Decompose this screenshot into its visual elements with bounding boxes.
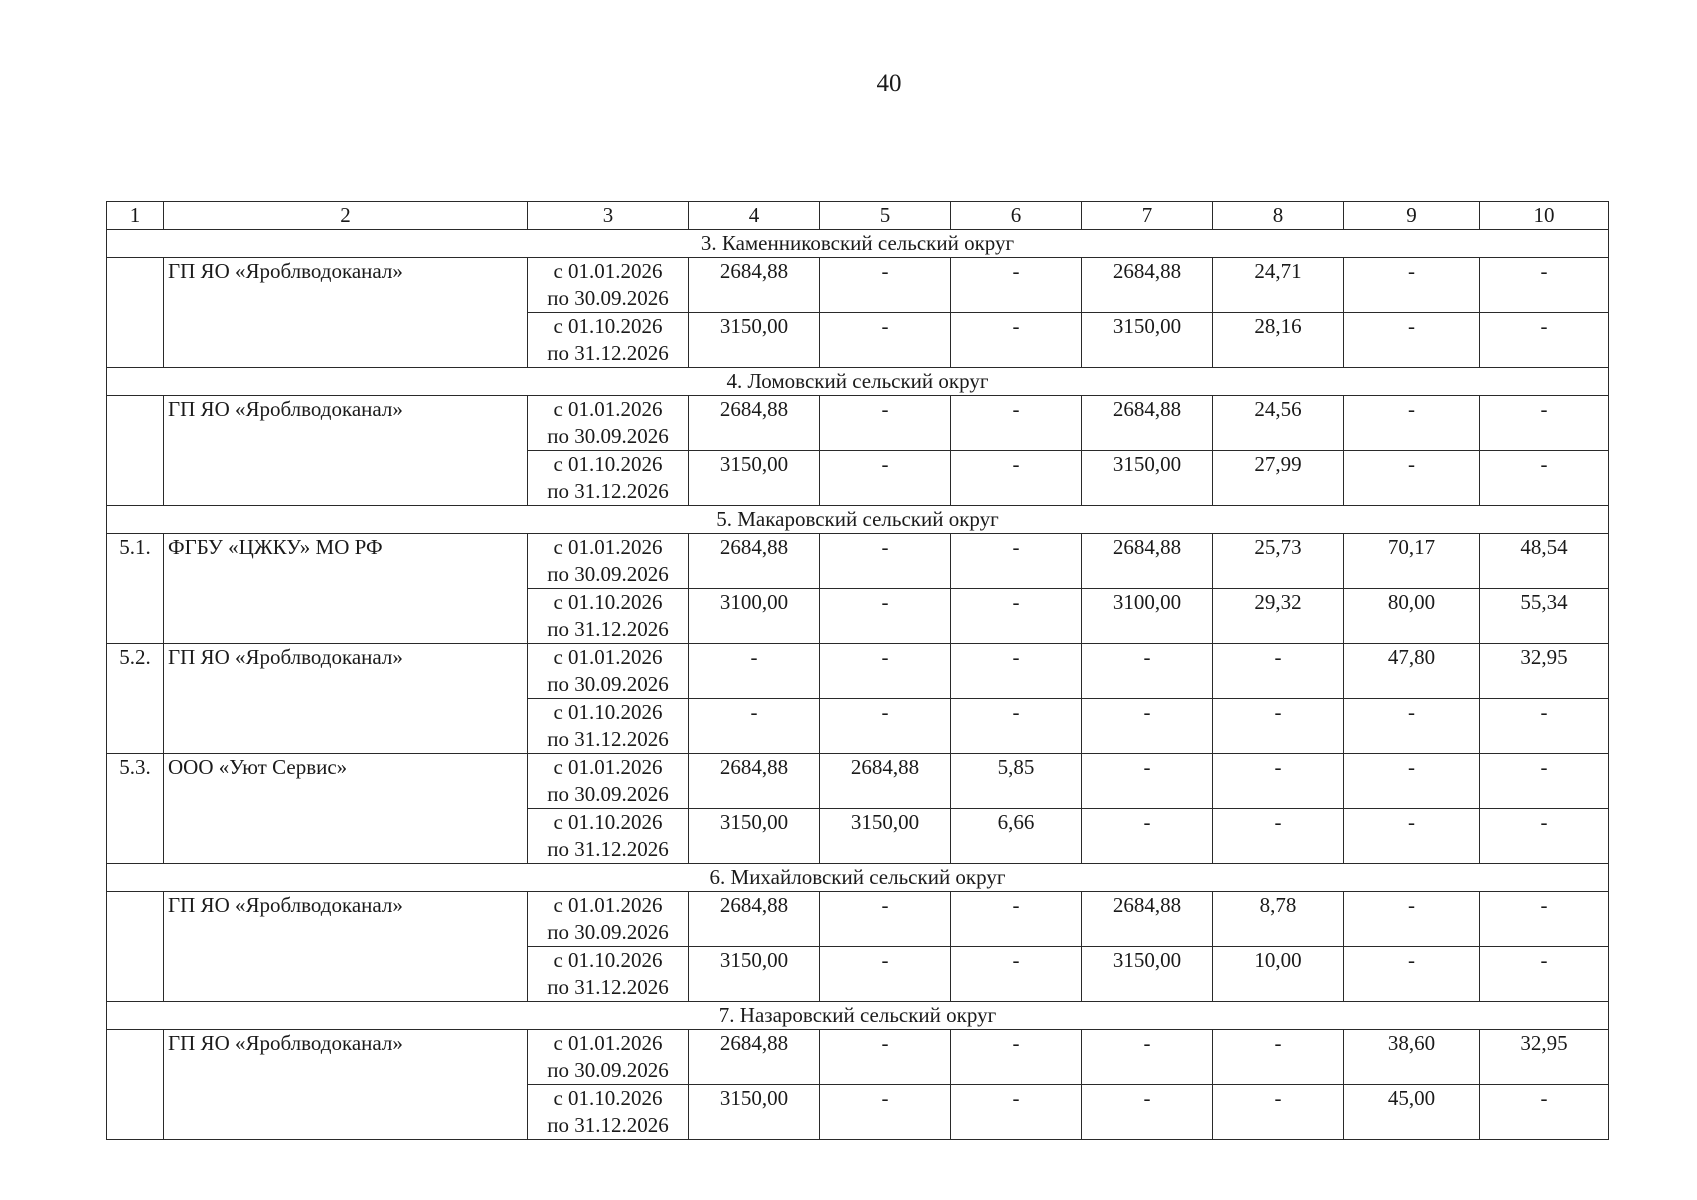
value-col-9: - (1344, 809, 1480, 864)
value-col-9: - (1344, 313, 1480, 368)
section-heading: 5. Макаровский сельский округ (107, 506, 1609, 534)
value-col-4: 2684,88 (689, 534, 820, 589)
value-col-7: 3150,00 (1082, 451, 1213, 506)
section-heading-row (107, 368, 1609, 396)
value-col-4: 3150,00 (689, 313, 820, 368)
value-col-6: - (951, 396, 1082, 451)
value-col-7: 3150,00 (1082, 947, 1213, 1002)
value-col-9: 45,00 (1344, 1085, 1480, 1140)
value-col-4: - (689, 699, 820, 754)
tariff-table-body (107, 202, 1609, 1140)
value-col-7: - (1082, 809, 1213, 864)
value-col-5: - (820, 534, 951, 589)
period-cell (528, 534, 689, 589)
section-heading-row (107, 230, 1609, 258)
period-start: с 01.01.2026 (553, 755, 663, 779)
value-col-6: - (951, 947, 1082, 1002)
value-col-6: - (951, 1030, 1082, 1085)
period-cell (528, 809, 689, 864)
column-number-header: 9 (1344, 202, 1480, 230)
organization-name: ООО «Уют Сервис» (164, 754, 528, 864)
period-start: с 01.10.2026 (553, 452, 663, 476)
column-number-header: 6 (951, 202, 1082, 230)
value-col-9: - (1344, 396, 1480, 451)
column-number-header: 7 (1082, 202, 1213, 230)
column-number-header: 4 (689, 202, 820, 230)
period-end: по 31.12.2026 (547, 837, 669, 861)
value-col-5: - (820, 1085, 951, 1140)
value-col-8: 8,78 (1213, 892, 1344, 947)
table-row (107, 754, 1609, 809)
value-col-10: - (1480, 809, 1609, 864)
value-col-9: 80,00 (1344, 589, 1480, 644)
value-col-4: 2684,88 (689, 892, 820, 947)
period-cell (528, 451, 689, 506)
period-cell (528, 699, 689, 754)
period-end: по 30.09.2026 (547, 424, 669, 448)
value-col-6: - (951, 589, 1082, 644)
period-start: с 01.01.2026 (553, 259, 663, 283)
value-col-10: 55,34 (1480, 589, 1609, 644)
period-start: с 01.01.2026 (553, 397, 663, 421)
value-col-4: 2684,88 (689, 258, 820, 313)
value-col-6: - (951, 699, 1082, 754)
period-start: с 01.10.2026 (553, 1086, 663, 1110)
period-end: по 30.09.2026 (547, 782, 669, 806)
period-end: по 31.12.2026 (547, 341, 669, 365)
period-cell (528, 947, 689, 1002)
value-col-6: 6,66 (951, 809, 1082, 864)
section-heading: 4. Ломовский сельский округ (107, 368, 1609, 396)
value-col-10: 32,95 (1480, 644, 1609, 699)
value-col-6: - (951, 534, 1082, 589)
value-col-8: - (1213, 1030, 1344, 1085)
item-number: 5.3. (107, 754, 164, 864)
value-col-8: 29,32 (1213, 589, 1344, 644)
value-col-5: - (820, 313, 951, 368)
value-col-4: 3150,00 (689, 1085, 820, 1140)
section-heading-row (107, 864, 1609, 892)
item-number: 5.1. (107, 534, 164, 644)
value-col-7: - (1082, 699, 1213, 754)
period-end: по 30.09.2026 (547, 920, 669, 944)
value-col-8: 27,99 (1213, 451, 1344, 506)
period-start: с 01.10.2026 (553, 590, 663, 614)
value-col-7: 2684,88 (1082, 534, 1213, 589)
value-col-10: - (1480, 754, 1609, 809)
value-col-4: 2684,88 (689, 396, 820, 451)
value-col-9: - (1344, 451, 1480, 506)
value-col-7: 2684,88 (1082, 396, 1213, 451)
period-cell (528, 589, 689, 644)
period-cell (528, 644, 689, 699)
value-col-4: 3150,00 (689, 947, 820, 1002)
value-col-9: - (1344, 892, 1480, 947)
value-col-8: - (1213, 754, 1344, 809)
value-col-6: - (951, 313, 1082, 368)
value-col-6: 5,85 (951, 754, 1082, 809)
column-number-row (107, 202, 1609, 230)
value-col-4: 2684,88 (689, 754, 820, 809)
organization-name: ГП ЯО «Яроблводоканал» (164, 396, 528, 506)
period-cell (528, 892, 689, 947)
organization-name: ГП ЯО «Яроблводоканал» (164, 892, 528, 1002)
value-col-8: 28,16 (1213, 313, 1344, 368)
organization-name: ГП ЯО «Яроблводоканал» (164, 644, 528, 754)
value-col-5: - (820, 258, 951, 313)
value-col-9: - (1344, 754, 1480, 809)
period-cell (528, 1030, 689, 1085)
period-start: с 01.01.2026 (553, 1031, 663, 1055)
value-col-8: - (1213, 809, 1344, 864)
value-col-10: - (1480, 947, 1609, 1002)
period-end: по 30.09.2026 (547, 286, 669, 310)
period-end: по 31.12.2026 (547, 975, 669, 999)
organization-name: ГП ЯО «Яроблводоканал» (164, 258, 528, 368)
period-cell (528, 313, 689, 368)
period-cell (528, 754, 689, 809)
organization-name: ФГБУ «ЦЖКУ» МО РФ (164, 534, 528, 644)
table-row (107, 892, 1609, 947)
column-number-header: 2 (164, 202, 528, 230)
period-start: с 01.10.2026 (553, 810, 663, 834)
value-col-7: 2684,88 (1082, 892, 1213, 947)
value-col-9: 38,60 (1344, 1030, 1480, 1085)
period-end: по 30.09.2026 (547, 672, 669, 696)
value-col-5: - (820, 589, 951, 644)
value-col-7: 2684,88 (1082, 258, 1213, 313)
value-col-5: - (820, 1030, 951, 1085)
value-col-5: - (820, 451, 951, 506)
value-col-5: - (820, 947, 951, 1002)
value-col-6: - (951, 892, 1082, 947)
value-col-5: 3150,00 (820, 809, 951, 864)
column-number-header: 3 (528, 202, 689, 230)
value-col-7: - (1082, 1085, 1213, 1140)
value-col-6: - (951, 1085, 1082, 1140)
item-number (107, 396, 164, 506)
period-end: по 30.09.2026 (547, 1058, 669, 1082)
value-col-4: 3150,00 (689, 809, 820, 864)
section-heading: 7. Назаровский сельский округ (107, 1002, 1609, 1030)
value-col-5: - (820, 699, 951, 754)
value-col-8: 24,56 (1213, 396, 1344, 451)
period-end: по 30.09.2026 (547, 562, 669, 586)
period-start: с 01.10.2026 (553, 700, 663, 724)
tariff-table (106, 201, 1609, 1140)
section-heading-row (107, 1002, 1609, 1030)
value-col-5: - (820, 396, 951, 451)
column-number-header: 10 (1480, 202, 1609, 230)
section-heading-row (107, 506, 1609, 534)
table-row (107, 644, 1609, 699)
value-col-10: - (1480, 1085, 1609, 1140)
item-number (107, 258, 164, 368)
value-col-6: - (951, 644, 1082, 699)
period-start: с 01.01.2026 (553, 893, 663, 917)
period-start: с 01.10.2026 (553, 948, 663, 972)
value-col-8: 25,73 (1213, 534, 1344, 589)
value-col-5: - (820, 644, 951, 699)
item-number: 5.2. (107, 644, 164, 754)
value-col-9: - (1344, 258, 1480, 313)
value-col-8: - (1213, 699, 1344, 754)
period-start: с 01.01.2026 (553, 645, 663, 669)
value-col-10: - (1480, 451, 1609, 506)
value-col-9: 70,17 (1344, 534, 1480, 589)
value-col-7: 3150,00 (1082, 313, 1213, 368)
section-heading: 3. Каменниковский сельский округ (107, 230, 1609, 258)
period-end: по 31.12.2026 (547, 479, 669, 503)
value-col-6: - (951, 258, 1082, 313)
table-row (107, 1030, 1609, 1085)
value-col-6: - (951, 451, 1082, 506)
value-col-4: 3150,00 (689, 451, 820, 506)
column-number-header: 1 (107, 202, 164, 230)
period-end: по 31.12.2026 (547, 617, 669, 641)
item-number (107, 892, 164, 1002)
section-heading: 6. Михайловский сельский округ (107, 864, 1609, 892)
table-row (107, 258, 1609, 313)
value-col-10: - (1480, 699, 1609, 754)
value-col-9: 47,80 (1344, 644, 1480, 699)
value-col-9: - (1344, 699, 1480, 754)
period-end: по 31.12.2026 (547, 1113, 669, 1137)
value-col-4: - (689, 644, 820, 699)
value-col-7: 3100,00 (1082, 589, 1213, 644)
value-col-10: - (1480, 313, 1609, 368)
value-col-10: - (1480, 396, 1609, 451)
value-col-5: 2684,88 (820, 754, 951, 809)
table-row (107, 396, 1609, 451)
value-col-7: - (1082, 754, 1213, 809)
organization-name: ГП ЯО «Яроблводоканал» (164, 1030, 528, 1140)
value-col-8: - (1213, 644, 1344, 699)
value-col-10: - (1480, 258, 1609, 313)
value-col-7: - (1082, 644, 1213, 699)
table-row (107, 534, 1609, 589)
column-number-header: 8 (1213, 202, 1344, 230)
value-col-10: - (1480, 892, 1609, 947)
page-number: 40 (876, 70, 902, 97)
period-start: с 01.10.2026 (553, 314, 663, 338)
value-col-4: 2684,88 (689, 1030, 820, 1085)
value-col-8: 24,71 (1213, 258, 1344, 313)
period-cell (528, 396, 689, 451)
column-number-header: 5 (820, 202, 951, 230)
period-cell (528, 1085, 689, 1140)
period-start: с 01.01.2026 (553, 535, 663, 559)
value-col-5: - (820, 892, 951, 947)
period-cell (528, 258, 689, 313)
value-col-7: - (1082, 1030, 1213, 1085)
value-col-8: 10,00 (1213, 947, 1344, 1002)
item-number (107, 1030, 164, 1140)
value-col-10: 32,95 (1480, 1030, 1609, 1085)
period-end: по 31.12.2026 (547, 727, 669, 751)
value-col-10: 48,54 (1480, 534, 1609, 589)
value-col-8: - (1213, 1085, 1344, 1140)
value-col-9: - (1344, 947, 1480, 1002)
value-col-4: 3100,00 (689, 589, 820, 644)
